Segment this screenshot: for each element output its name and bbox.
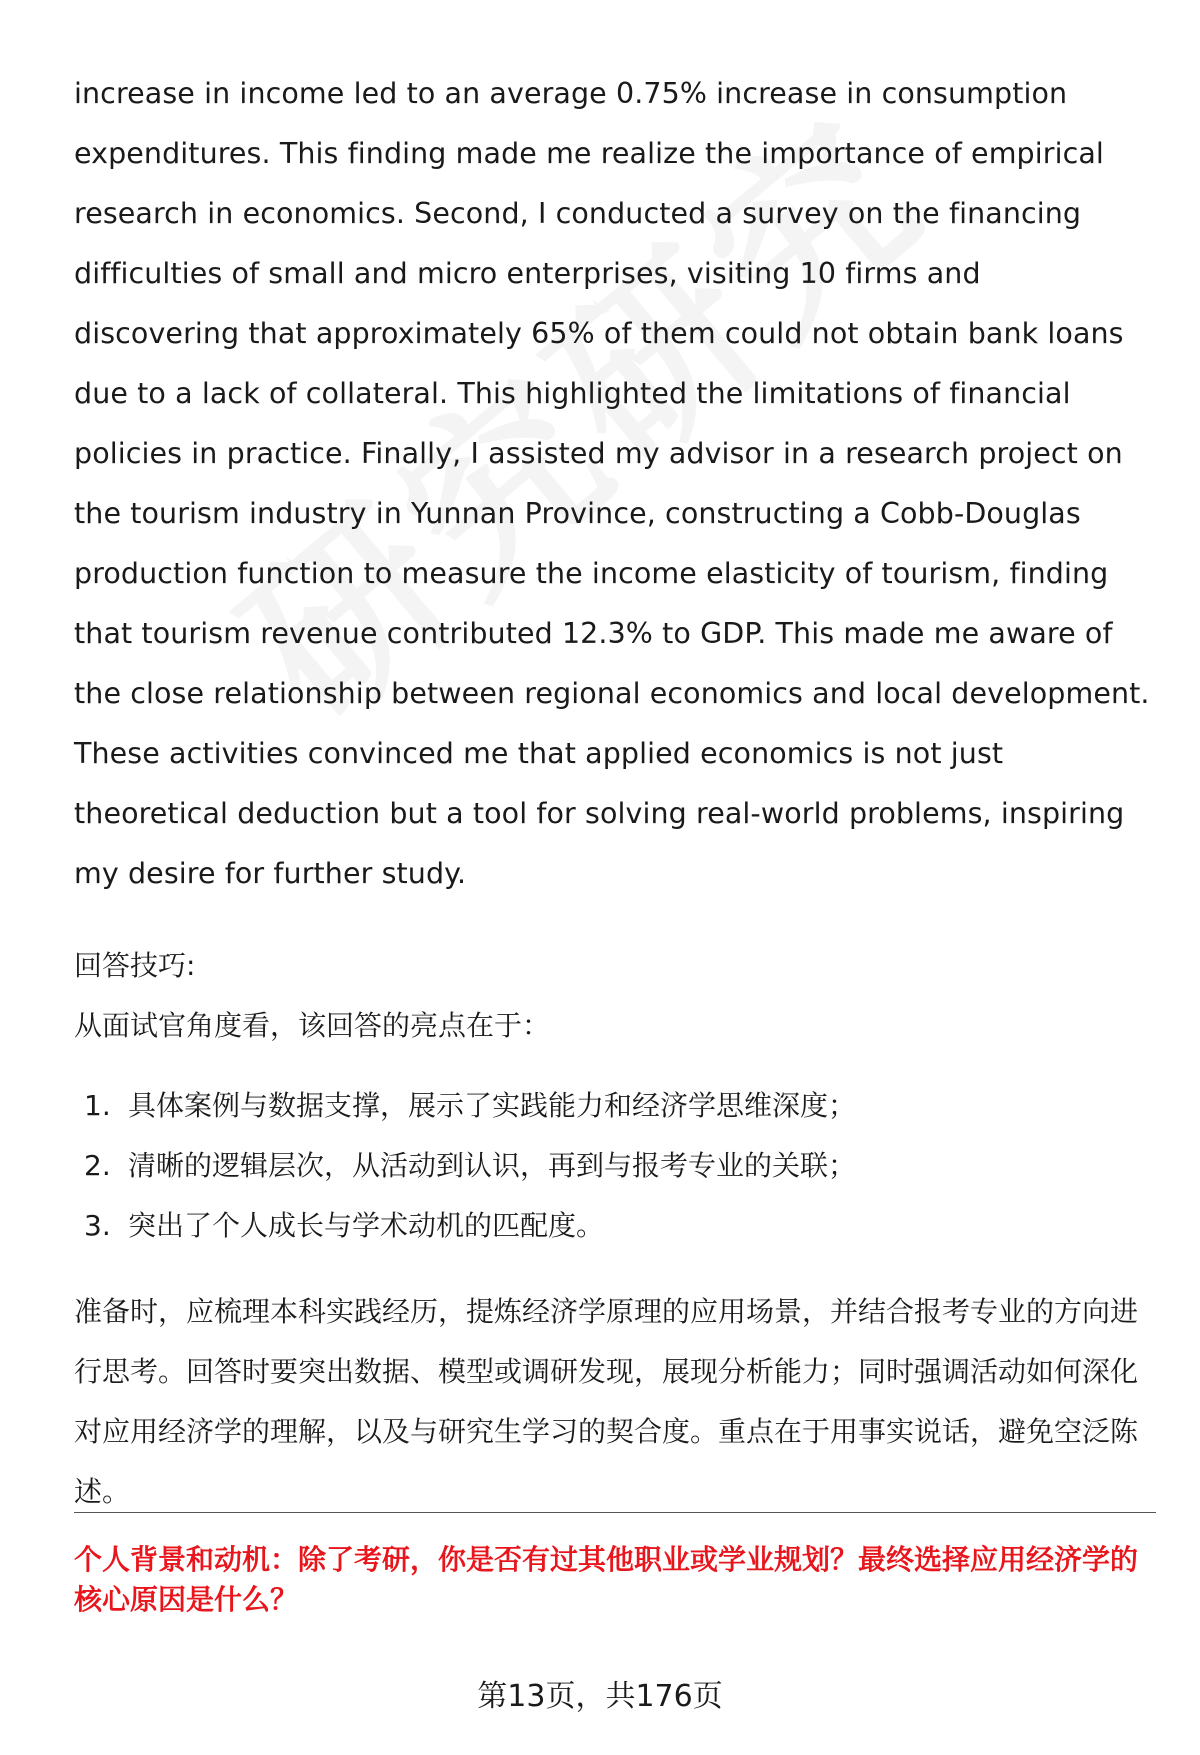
section-divider	[74, 1512, 1156, 1513]
list-item-text: 清晰的逻辑层次，从活动到认识，再到与报考专业的关联；	[128, 1149, 857, 1182]
list-item-number: 2.	[84, 1149, 111, 1182]
list-item-text: 突出了个人成长与学术动机的匹配度。	[128, 1209, 605, 1242]
tips-intro: 从面试官角度看，该回答的亮点在于：	[74, 1009, 551, 1042]
list-item	[74, 1076, 1154, 1136]
list-item	[74, 1136, 1154, 1196]
tips-list	[74, 1076, 1154, 1256]
list-item-number: 3.	[84, 1209, 111, 1242]
answer-paragraph: increase in income led to an average 0.75% increase in consumption expenditures. This finding made me realize the importance of empirical research in economics. Second, I conducted a survey on the financing difficulties of small and micro enterprises, visiting 10 firms and discovering that approximately 65% of them could not obtain bank loans due to a lack of collateral. This highlighted the limitations of financial policies in practice. Finally, I assisted my advisor in a research project on the tourism industry in Yunnan Province, constructing a Cobb-Douglas production function to measure the income elasticity of tourism, finding that tourism revenue contributed 12.3% to GDP. This made me aware of the close relationship between regional economics and local development. These activities convinced me that applied economics is not just theoretical deduction but a tool for solving real-world problems, inspiring my desire for further study.	[74, 77, 1150, 890]
preparation-advice: 准备时，应梳理本科实践经历，提炼经济学原理的应用场景，并结合报考专业的方向进行思考。回答时要突出数据、模型或调研发现，展现分析能力；同时强调活动如何深化对应用经济学的理解，以及与研究生学习的契合度。重点在于用事实说话，避免空泛陈述。	[74, 1295, 1139, 1508]
document-body	[74, 64, 1154, 1522]
page-number-footer: 第13页，共176页	[477, 1679, 723, 1714]
list-item-number: 1.	[84, 1089, 111, 1122]
next-question-heading: 个人背景和动机：除了考研，你是否有过其他职业或学业规划？最终选择应用经济学的核心原因是什么？	[74, 1543, 1139, 1616]
list-item-text: 具体案例与数据支撑，展示了实践能力和经济学思维深度；	[128, 1089, 857, 1122]
tips-heading: 回答技巧:	[74, 949, 196, 982]
list-item	[74, 1196, 1154, 1256]
